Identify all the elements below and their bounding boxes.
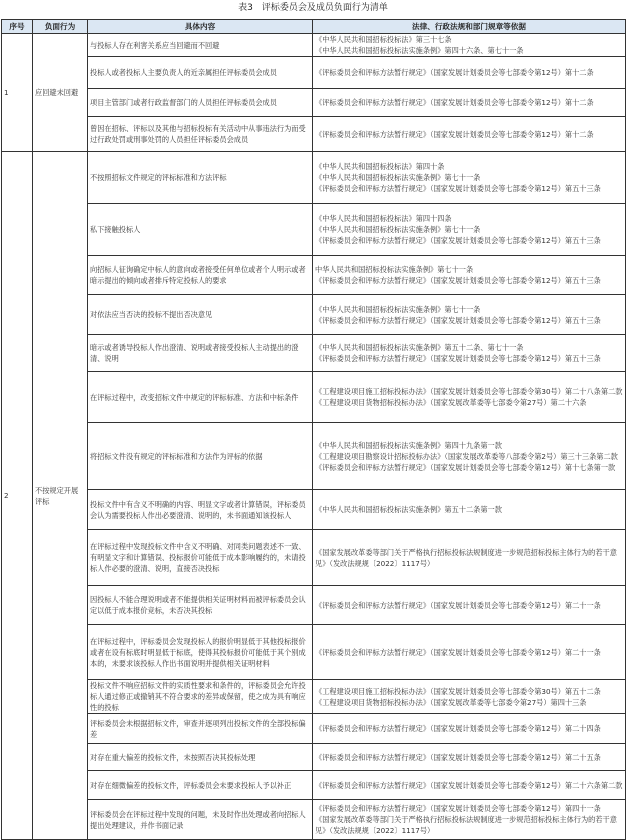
specific-content: 项目主管部门或者行政监督部门的人员担任评标委员会成员 — [88, 89, 313, 117]
legal-basis-line: 《评标委员会和评标方法暂行规定》（国家发展计划委员会等七部委令第12号）第五十三条 — [315, 315, 601, 325]
legal-basis — [313, 152, 626, 204]
table-row — [2, 771, 626, 800]
row-number: 1 — [2, 34, 33, 152]
negative-behavior: 不按规定开展评标 — [33, 152, 88, 840]
legal-basis — [313, 34, 626, 57]
table-row — [2, 204, 626, 256]
table-row — [2, 335, 626, 372]
specific-content: 在评标过程中，评标委员会发现投标人的报价明显低于其他投标报价或者在设有标底时明显低于标底，使得其投标报价可能低于其个别成本的，未要求该投标人作出书面说明并提供相关证明材料 — [88, 625, 313, 680]
legal-basis — [313, 335, 626, 372]
legal-basis-line: 《中华人民共和国招标投标法实施条例》第七十一条 — [315, 225, 481, 234]
specific-content: 投标人或者投标人主要负责人的近亲属担任评标委员会成员 — [88, 57, 313, 89]
table-row — [2, 714, 626, 744]
specific-content: 评标委员会未根据招标文件，审查并逐项列出投标文件的全部投标偏差 — [88, 714, 313, 744]
legal-basis-line: 《国家发展改革委等部门关于严格执行招标投标法规制度进一步规范招标投标主体行为的若干意见》（发改法规规〔2022〕1117号） — [315, 815, 617, 835]
table-row — [2, 490, 626, 530]
legal-basis-line: 《中华人民共和国招标投标法实施条例》第七十一条 — [315, 173, 481, 182]
legal-basis-line: 《评标委员会和评标方法暂行规定》（国家发展计划委员会等七部委令第12号）第四十一条 — [315, 804, 601, 813]
specific-content: 暗示或者诱导投标人作出澄清、说明或者接受投标人主动提出的澄清、说明 — [88, 335, 313, 372]
legal-basis-line: 《评标委员会和评标方法暂行规定》（国家发展计划委员会等七部委令第12号）第二十一条 — [315, 600, 601, 610]
table-row — [2, 117, 626, 152]
specific-content: 在评标过程中发现投标文件中含义不明确、对同类问题表述不一致、有明显文字和计算错误、投标报价可能低于成本影响履约的，未请投标人作必要的澄清、说明，直接否决投标 — [88, 530, 313, 586]
legal-basis — [313, 530, 626, 586]
table-row — [2, 800, 626, 840]
legal-basis — [313, 372, 626, 423]
table-row — [2, 295, 626, 335]
legal-basis-line: 《中华人民共和国招标投标法》第四十条 — [315, 162, 445, 171]
legal-basis — [313, 800, 626, 840]
table-row — [2, 530, 626, 586]
specific-content: 评标委员会在评标过程中发现的问题，未及时作出处理或者向招标人提出处理建议，并作书面记录 — [88, 800, 313, 840]
legal-basis-line: 《中华人民共和国招标投标法实施条例》第四十六条、第七十一条 — [315, 46, 524, 55]
table-row — [2, 423, 626, 490]
negative-behavior: 应回避未回避 — [33, 34, 88, 152]
table-row — [2, 744, 626, 771]
legal-basis — [313, 117, 626, 152]
legal-basis — [313, 744, 626, 771]
legal-basis — [313, 586, 626, 625]
table-row — [2, 152, 626, 204]
legal-basis-line: 《中华人民共和国招标投标法实施条例》第五十二条、第七十一条 — [315, 343, 524, 352]
specific-content: 将招标文件没有规定的评标标准和方法作为评标的依据 — [88, 423, 313, 490]
legal-basis-line: 《中华人民共和国招标投标法实施条例》第五十二条第一款 — [315, 505, 502, 514]
legal-basis — [313, 89, 626, 117]
specific-content: 曾因在招标、评标以及其他与招标投标有关活动中从事违法行为而受过行政处罚或刑事处罚的人员担任评标委员会成员 — [88, 117, 313, 152]
specific-content: 与投标人存在利害关系应当回避而不回避 — [88, 34, 313, 57]
legal-basis — [313, 490, 626, 530]
table-row — [2, 372, 626, 423]
legal-basis-line: 《评标委员会和评标方法暂行规定》（国家发展计划委员会等七部委令第12号）第五十三条 — [315, 236, 601, 245]
legal-basis-line: 《工程建设项目施工招标投标办法》（国家发展计划委员会等七部委令第30号）第五十二条 — [315, 686, 601, 696]
specific-content: 不按照招标文件规定的评标标准和方法评标 — [88, 152, 313, 204]
legal-basis-line: 《评标委员会和评标方法暂行规定》（国家发展计划委员会等七部委令第12号）第五十三条 — [315, 354, 601, 363]
legal-basis — [313, 680, 626, 714]
legal-basis-line: 《工程建设项目施工招标投标办法》（国家发展计划委员会等七部委令第30号）第二十八条第二款 — [315, 387, 623, 396]
table-row — [2, 625, 626, 680]
table-title: 表3 评标委员会及成员负面行为清单 — [238, 3, 388, 13]
header-content: 具体内容 — [88, 20, 313, 34]
legal-basis-line: 《评标委员会和评标方法暂行规定》（国家发展计划委员会等七部委令第12号）第十二条 — [315, 129, 594, 139]
legal-basis — [313, 625, 626, 680]
table-row — [2, 256, 626, 295]
legal-basis — [313, 423, 626, 490]
legal-basis-line: 《工程建设项目货物招标投标办法》（国家发展改革委等七部委令第27号）第四十三条 — [315, 697, 587, 707]
header-no: 序号 — [2, 20, 33, 34]
legal-basis-line: 《工程建设项目货物招标投标办法》（国家发展改革委等七部委令第27号）第二十六条 — [315, 398, 587, 407]
table-row — [2, 680, 626, 714]
legal-basis-line: 《中华人民共和国招标投标法》第四十四条 — [315, 214, 452, 223]
header-basis: 法律、行政法规和部门规章等依据 — [313, 20, 626, 34]
legal-basis-line: 《评标委员会和评标方法暂行规定》（国家发展计划委员会等七部委令第12号）第二十五条 — [315, 752, 601, 762]
legal-basis — [313, 256, 626, 295]
legal-basis-line: 《评标委员会和评标方法暂行规定》（国家发展计划委员会等七部委令第12号）第二十一条 — [315, 647, 601, 657]
specific-content: 因投标人不能合理说明或者不能提供相关证明材料而被评标委员会认定以低于成本报价竞标，未否决其投标 — [88, 586, 313, 625]
row-number: 2 — [2, 152, 33, 840]
specific-content: 对依法应当否决的投标不提出否决意见 — [88, 295, 313, 335]
legal-basis-line: 《评标委员会和评标方法暂行规定》（国家发展计划委员会等七部委令第12号）第五十三条 — [315, 184, 601, 193]
legal-basis-line: 中华人民共和国招标投标法实施条例》第七十一条 — [315, 265, 474, 274]
legal-basis-line: 《中华人民共和国招标投标法》第三十七条 — [315, 35, 452, 44]
negative-behavior-table — [1, 19, 626, 840]
table-row — [2, 34, 626, 57]
legal-basis-line: 《评标委员会和评标方法暂行规定》（国家发展计划委员会等七部委令第12号）第十七条第一款 — [315, 462, 616, 472]
specific-content: 在评标过程中，改变招标文件中规定的评标标准、方法和中标条件 — [88, 372, 313, 423]
specific-content: 对存在重大偏差的投标文件，未按照否决其投标处理 — [88, 744, 313, 771]
legal-basis — [313, 714, 626, 744]
specific-content: 私下接触投标人 — [88, 204, 313, 256]
legal-basis-line: 《工程建设项目勘察设计招标投标办法》（国家发展改革委等八部委令第2号）第三十三条第二款 — [315, 451, 618, 461]
legal-basis-line: 《评标委员会和评标方法暂行规定》（国家发展计划委员会等七部委令第12号）第十二条 — [315, 68, 594, 77]
legal-basis-line: 《中华人民共和国招标投标法实施条例》第四十九条第一款 — [315, 440, 502, 450]
legal-basis-line: 《中华人民共和国招标投标法实施条例》第七十一条 — [315, 304, 481, 314]
specific-content: 投标文件不响应招标文件的实质性要求和条件的，评标委员会允许投标人通过修正或撤销其不符合要求的差异或保留，使之成为具有响应性的投标 — [88, 680, 313, 714]
table-row — [2, 57, 626, 89]
legal-basis-line: 《评标委员会和评标方法暂行规定》（国家发展计划委员会等七部委令第12号）第二十六条第二款 — [315, 780, 623, 790]
legal-basis-line: 《国家发展改革委等部门关于严格执行招标投标法规制度进一步规范招标投标主体行为的若干意见》（发改法规规〔2022〕1117号） — [315, 547, 617, 568]
legal-basis-line: 《评标委员会和评标方法暂行规定》（国家发展计划委员会等七部委令第12号）第二十四条 — [315, 724, 601, 733]
table-row — [2, 586, 626, 625]
legal-basis-line: 《评标委员会和评标方法暂行规定》（国家发展计划委员会等七部委令第12号）第五十三条 — [315, 276, 601, 285]
header-row — [2, 20, 626, 34]
specific-content: 向招标人征询确定中标人的意向或者接受任何单位或者个人明示或者暗示提出的倾向或者排斥特定投标人的要求 — [88, 256, 313, 295]
legal-basis — [313, 57, 626, 89]
table-row — [2, 89, 626, 117]
legal-basis — [313, 204, 626, 256]
specific-content: 投标文件中有含义不明确的内容、明显文字或者计算错误，评标委员会认为需要投标人作出必要澄清、说明的，未书面通知该投标人 — [88, 490, 313, 530]
legal-basis — [313, 295, 626, 335]
header-behavior: 负面行为 — [33, 20, 88, 34]
specific-content: 对存在细微偏差的投标文件，评标委员会未要求投标人予以补正 — [88, 771, 313, 800]
legal-basis — [313, 771, 626, 800]
legal-basis-line: 《评标委员会和评标方法暂行规定》（国家发展计划委员会等七部委令第12号）第十二条 — [315, 98, 594, 107]
